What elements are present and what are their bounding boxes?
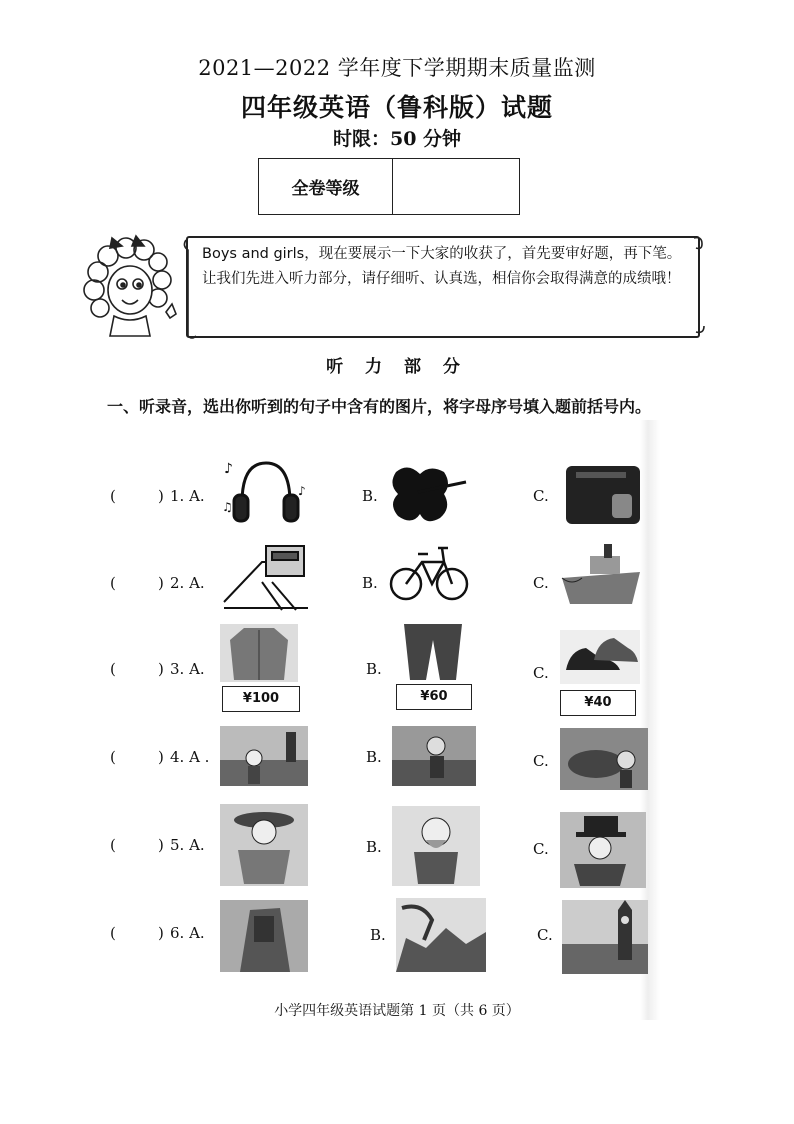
price-tag: ¥60 bbox=[396, 684, 472, 710]
answer-paren-close: ) bbox=[158, 574, 164, 592]
london-girl-icon[interactable] bbox=[220, 726, 308, 786]
exam-year-title: 2021—2022 学年度下学期期末质量监测 bbox=[198, 56, 596, 80]
rock-landscape-icon[interactable] bbox=[396, 898, 486, 972]
train-icon[interactable] bbox=[222, 542, 310, 614]
question-number: 3. A. bbox=[170, 660, 205, 678]
answer-paren-close: ) bbox=[158, 748, 164, 766]
answer-paren-open[interactable]: ( bbox=[110, 660, 116, 678]
bicycle-icon[interactable] bbox=[388, 538, 470, 604]
city-boy-icon[interactable] bbox=[392, 726, 476, 786]
trousers-icon[interactable] bbox=[398, 622, 468, 680]
answer-paren-close: ) bbox=[158, 487, 164, 505]
svg-text:♫: ♫ bbox=[222, 500, 233, 514]
answer-paren-close: ) bbox=[158, 924, 164, 942]
time-limit: 时限：50 分钟 bbox=[332, 128, 462, 150]
answer-paren-open[interactable]: ( bbox=[110, 574, 116, 592]
question-number: 6. A. bbox=[170, 924, 205, 942]
answer-paren-open[interactable]: ( bbox=[110, 487, 116, 505]
answer-paren-close: ) bbox=[158, 660, 164, 678]
answer-paren-open[interactable]: ( bbox=[110, 836, 116, 854]
grade-value[interactable] bbox=[394, 159, 519, 214]
option-b-label: B. bbox=[362, 574, 378, 592]
question-number: 4. A . bbox=[170, 748, 210, 766]
answer-paren-open[interactable]: ( bbox=[110, 924, 116, 942]
intro-text: Boys and girls，现在要展示一下大家的收获了，首先要审好题，再下笔。让我们先进入听力部分，请仔细听、认真选，相信你会取得满意的成绩哦！ bbox=[202, 246, 682, 287]
girl-mascot-icon bbox=[78, 232, 188, 342]
option-b-label: B. bbox=[366, 748, 382, 766]
question-number: 2. A. bbox=[170, 574, 205, 592]
question-number: 5. A. bbox=[170, 836, 205, 854]
option-b-label: B. bbox=[366, 838, 382, 856]
tourist-ship-icon[interactable] bbox=[560, 728, 648, 790]
answer-paren-close: ) bbox=[158, 836, 164, 854]
price-tag: ¥40 bbox=[560, 690, 636, 716]
option-c-label: C. bbox=[533, 840, 549, 858]
price-tag: ¥100 bbox=[222, 686, 300, 712]
scroll-curl-icon bbox=[180, 232, 710, 342]
sneakers-icon[interactable] bbox=[560, 630, 640, 684]
grade-label: 全卷等级 bbox=[259, 159, 393, 214]
page-footer: 小学四年级英语试题第 1 页（共 6 页） bbox=[274, 1003, 520, 1019]
woman-hat-icon[interactable] bbox=[220, 804, 308, 886]
section-title: 听 力 部 分 bbox=[326, 357, 468, 377]
question-instruction: 一、听录音，选出你听到的句子中含有的图片，将字母序号填入题前括号内。 bbox=[107, 397, 652, 416]
ship-icon[interactable] bbox=[560, 542, 644, 612]
grade-box bbox=[258, 158, 520, 215]
headphones-icon[interactable] bbox=[220, 455, 310, 527]
svg-text:♪: ♪ bbox=[298, 484, 306, 498]
exam-subject-title: 四年级英语（鲁科版）试题 bbox=[240, 93, 553, 122]
question-number: 1. A. bbox=[170, 487, 205, 505]
option-c-label: C. bbox=[533, 752, 549, 770]
grandpa-icon[interactable] bbox=[392, 806, 480, 886]
camera-icon[interactable] bbox=[562, 458, 644, 530]
svg-text:♪: ♪ bbox=[224, 461, 233, 477]
guitar-icon[interactable] bbox=[388, 456, 470, 528]
option-b-label: B. bbox=[366, 660, 382, 678]
stone-monument-icon[interactable] bbox=[220, 900, 308, 972]
jacket-icon[interactable] bbox=[220, 624, 298, 682]
option-c-label: C. bbox=[537, 926, 553, 944]
answer-paren-open[interactable]: ( bbox=[110, 748, 116, 766]
magician-icon[interactable] bbox=[560, 812, 646, 888]
option-c-label: C. bbox=[533, 574, 549, 592]
option-b-label: B. bbox=[370, 926, 386, 944]
option-b-label: B. bbox=[362, 487, 378, 505]
option-c-label: C. bbox=[533, 664, 549, 682]
option-c-label: C. bbox=[533, 487, 549, 505]
big-ben-icon[interactable] bbox=[562, 900, 648, 974]
